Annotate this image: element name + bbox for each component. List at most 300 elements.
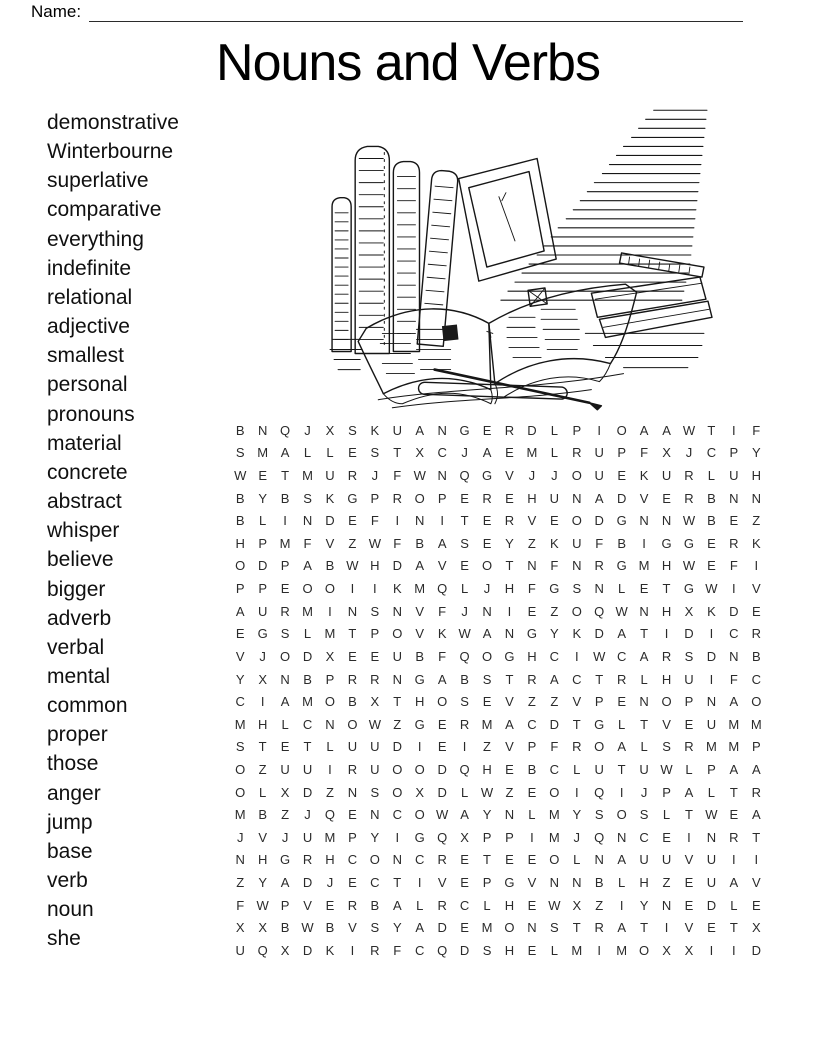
grid-letter: H — [325, 852, 335, 868]
grid-letter: O — [751, 694, 762, 710]
grid-letter: J — [371, 468, 379, 484]
grid-letter: K — [325, 490, 335, 506]
grid-letter: P — [751, 739, 761, 755]
grid-letter: E — [460, 852, 469, 868]
grid-letter: A — [415, 920, 425, 936]
pen-tray — [418, 382, 567, 399]
grid-letter: D — [549, 716, 560, 732]
grid-letter: P — [617, 445, 626, 461]
grid-letter: A — [550, 671, 559, 687]
grid-letter: V — [505, 739, 514, 755]
grid-letter: T — [572, 716, 581, 732]
grid-letter: R — [437, 852, 447, 868]
grid-letter: A — [280, 874, 290, 890]
grid-letter: N — [527, 558, 537, 574]
word-list-item: mental — [47, 664, 111, 688]
grid-letter: R — [504, 422, 515, 438]
grid-letter: T — [752, 829, 761, 845]
grid-letter: V — [572, 694, 582, 710]
grid-letter: P — [572, 422, 582, 438]
grid-letter: D — [594, 626, 604, 642]
grid-letter: K — [639, 468, 649, 484]
grid-letter: I — [574, 648, 579, 664]
grid-letter: S — [460, 535, 469, 551]
grid-letter: A — [392, 897, 402, 913]
grid-letter: O — [369, 852, 380, 868]
word-list-item: verb — [47, 869, 88, 893]
grid-letter: I — [642, 535, 646, 551]
grid-letter: W — [682, 558, 696, 574]
grid-letter: A — [303, 558, 312, 574]
grid-letter: H — [639, 874, 649, 890]
grid-letter: O — [571, 513, 582, 529]
grid-letter: K — [707, 603, 716, 619]
word-list-item: everything — [47, 227, 144, 251]
word-list-item: material — [47, 431, 122, 455]
grid-letter: C — [527, 716, 537, 732]
grid-letter: E — [348, 513, 357, 529]
grid-letter: G — [683, 581, 695, 597]
grid-letter: S — [370, 445, 380, 461]
grid-letter: B — [235, 513, 245, 529]
grid-letter: R — [751, 626, 761, 642]
grid-letter: P — [325, 671, 335, 687]
grid-letter: V — [235, 648, 245, 664]
grid-letter: H — [257, 716, 268, 732]
grid-letter: I — [619, 897, 624, 913]
grid-letter: O — [347, 716, 358, 732]
grid-letter: O — [661, 694, 672, 710]
grid-letter: V — [258, 829, 267, 845]
grid-letter: E — [437, 739, 447, 755]
grid-letter: L — [707, 468, 716, 484]
grid-letter: M — [414, 581, 426, 597]
grid-letter: H — [527, 490, 537, 506]
grid-letter: C — [706, 445, 717, 461]
grid-letter: H — [235, 535, 245, 551]
grid-letter: Z — [550, 603, 559, 619]
grid-letter: T — [572, 920, 581, 936]
grid-letter: M — [234, 807, 246, 823]
letter-grid — [229, 419, 768, 962]
grid-letter: P — [280, 897, 290, 913]
grid-letter: T — [348, 626, 357, 642]
grid-letter: F — [550, 739, 559, 755]
grid-letter: O — [616, 807, 627, 823]
grid-letter: E — [527, 942, 537, 958]
grid-letter: N — [527, 920, 537, 936]
grid-letter: O — [235, 784, 246, 800]
grid-letter: G — [661, 535, 672, 551]
grid-letter: S — [482, 942, 492, 958]
grid-letter: O — [324, 694, 336, 710]
grid-letter: B — [415, 648, 425, 664]
grid-letter: U — [302, 761, 313, 777]
grid-letter: I — [417, 739, 422, 755]
grid-letter: L — [573, 761, 581, 777]
grid-letter: M — [571, 942, 583, 958]
word-list-item: relational — [47, 285, 133, 309]
grid-letter: G — [526, 626, 537, 642]
grid-letter: Z — [325, 784, 334, 800]
grid-letter: O — [504, 920, 515, 936]
grid-letter: L — [550, 942, 558, 958]
grid-letter: R — [370, 942, 380, 958]
grid-letter: L — [640, 739, 648, 755]
grid-letter: E — [505, 761, 514, 777]
grid-letter: S — [550, 920, 559, 936]
grid-letter: B — [594, 874, 604, 890]
grid-letter: B — [707, 513, 716, 529]
grid-letter: N — [280, 671, 290, 687]
grid-letter: I — [440, 513, 444, 529]
grid-letter: E — [482, 513, 492, 529]
grid-letter: N — [437, 468, 447, 484]
grid-letter: N — [302, 513, 313, 529]
grid-letter: N — [504, 626, 515, 642]
grid-letter: I — [417, 874, 422, 890]
word-list-item: noun — [47, 898, 94, 922]
grid-letter: X — [280, 942, 290, 958]
grid-letter: A — [594, 490, 604, 506]
grid-letter: R — [370, 671, 380, 687]
grid-letter: U — [639, 852, 649, 868]
grid-letter: C — [437, 445, 447, 461]
grid-letter: R — [684, 490, 694, 506]
grid-letter: U — [661, 852, 672, 868]
grid-letter: O — [639, 942, 650, 958]
grid-letter: Y — [572, 807, 582, 823]
grid-letter: M — [302, 694, 313, 710]
grid-letter: I — [373, 581, 377, 597]
grid-letter: N — [594, 581, 604, 597]
grid-letter: G — [594, 716, 605, 732]
grid-letter: I — [619, 784, 624, 800]
grid-letter: X — [662, 445, 671, 461]
grid-letter: P — [258, 535, 267, 551]
grid-letter: M — [705, 739, 717, 755]
grid-letter: Y — [751, 445, 761, 461]
grid-letter: A — [617, 739, 626, 755]
grid-letter: H — [257, 852, 268, 868]
grid-letter: R — [347, 761, 358, 777]
grid-letter: S — [303, 490, 312, 506]
grid-letter: I — [260, 694, 265, 710]
grid-letter: I — [732, 852, 736, 868]
grid-letter: W — [705, 807, 718, 823]
grid-letter: C — [549, 761, 560, 777]
grid-letter: Z — [550, 694, 559, 710]
grid-letter: J — [281, 829, 289, 845]
grid-letter: W — [593, 648, 606, 664]
grid-letter: E — [527, 897, 537, 913]
grid-letter: M — [548, 807, 560, 823]
grid-letter: G — [481, 468, 493, 484]
grid-letter: A — [235, 603, 245, 619]
grid-letter: M — [324, 829, 336, 845]
grid-letter: A — [437, 535, 447, 551]
grid-letter: H — [527, 648, 537, 664]
grid-letter: A — [505, 716, 514, 732]
grid-letter: X — [460, 829, 469, 845]
grid-letter: D — [392, 739, 402, 755]
name-blank-line — [89, 5, 743, 22]
grid-letter: C — [549, 648, 560, 664]
grid-letter: R — [684, 468, 694, 484]
grid-letter: O — [437, 694, 448, 710]
grid-letter: L — [662, 807, 671, 823]
grid-letter: A — [617, 852, 626, 868]
grid-letter: Q — [257, 942, 268, 958]
grid-letter: V — [662, 716, 671, 732]
word-list — [47, 108, 179, 954]
grid-letter: A — [415, 422, 425, 438]
grid-letter: R — [459, 716, 470, 732]
grid-letter: O — [616, 422, 627, 438]
grid-letter: T — [595, 671, 604, 687]
grid-letter: V — [505, 468, 514, 484]
grid-letter: R — [347, 671, 358, 687]
grid-letter: V — [639, 490, 649, 506]
grid-letter: E — [707, 558, 716, 574]
grid-letter: O — [549, 784, 560, 800]
grid-letter: E — [505, 445, 514, 461]
grid-letter: T — [662, 581, 671, 597]
grid-letter: Q — [594, 829, 605, 845]
grid-letter: R — [347, 897, 358, 913]
grid-letter: E — [460, 558, 469, 574]
grid-letter: J — [685, 445, 693, 461]
grid-letter: Z — [752, 513, 761, 529]
grid-letter: R — [504, 513, 515, 529]
grid-letter: B — [235, 490, 245, 506]
grid-letter: R — [751, 784, 761, 800]
grid-letter: E — [280, 739, 290, 755]
grid-letter: X — [235, 920, 245, 936]
grid-letter: M — [616, 942, 628, 958]
grid-letter: A — [482, 626, 492, 642]
grid-letter: V — [437, 874, 447, 890]
grid-letter: I — [732, 422, 736, 438]
grid-letter: C — [751, 671, 761, 687]
grid-letter: N — [257, 422, 268, 438]
grid-letter: N — [415, 513, 425, 529]
grid-letter: E — [684, 716, 694, 732]
grid-letter: E — [527, 784, 537, 800]
grid-letter: A — [415, 558, 425, 574]
grid-letter: I — [754, 852, 759, 868]
grid-letter: F — [370, 513, 379, 529]
grid-letter: N — [549, 874, 560, 890]
grid-letter: R — [661, 648, 672, 664]
grid-letter: J — [304, 422, 311, 438]
grid-letter: K — [370, 422, 380, 438]
grid-letter: D — [437, 784, 447, 800]
grid-letter: E — [460, 874, 469, 890]
grid-letter: Y — [258, 874, 267, 890]
grid-letter: H — [504, 897, 515, 913]
grid-letter: E — [662, 829, 671, 845]
grid-letter: L — [460, 581, 469, 597]
grid-letter: B — [527, 761, 537, 777]
hatch-rays — [501, 110, 707, 300]
grid-letter: B — [617, 535, 626, 551]
grid-letter: G — [459, 422, 470, 438]
grid-letter: F — [550, 558, 559, 574]
word-list-item: adjective — [47, 315, 130, 339]
grid-letter: O — [392, 626, 403, 642]
grid-letter: K — [550, 535, 559, 551]
grid-letter: C — [729, 626, 739, 642]
grid-letter: N — [639, 513, 649, 529]
grid-letter: L — [573, 852, 581, 868]
grid-letter: P — [348, 829, 357, 845]
grid-letter: Y — [235, 671, 245, 687]
grid-letter: A — [729, 761, 739, 777]
grid-letter: X — [572, 897, 582, 913]
grid-letter: F — [438, 603, 447, 619]
grid-letter: S — [639, 807, 649, 823]
grid-letter: I — [507, 603, 512, 619]
grid-letter: O — [392, 784, 403, 800]
grid-letter: M — [548, 829, 560, 845]
grid-letter: U — [370, 739, 380, 755]
grid-letter: U — [706, 716, 717, 732]
grid-letter: I — [574, 784, 579, 800]
name-field-row — [31, 2, 743, 22]
grid-letter: V — [415, 626, 425, 642]
grid-letter: N — [437, 422, 447, 438]
grid-letter: F — [729, 671, 738, 687]
grid-letter: E — [348, 648, 357, 664]
grid-letter: F — [393, 535, 402, 551]
grid-letter: W — [256, 897, 269, 913]
word-list-item: comparative — [47, 198, 162, 222]
grid-letter: V — [505, 694, 514, 710]
grid-letter: J — [236, 829, 244, 845]
grid-letter: M — [750, 716, 762, 732]
grid-letter: I — [462, 739, 467, 755]
grid-letter: G — [257, 626, 268, 642]
grid-letter: E — [437, 716, 447, 732]
grid-letter: X — [370, 694, 380, 710]
word-list-item: concrete — [47, 460, 128, 484]
word-list-item: bigger — [47, 577, 106, 601]
grid-letter: C — [347, 852, 358, 868]
grid-letter: S — [460, 694, 469, 710]
grid-letter: A — [639, 422, 649, 438]
grid-letter: X — [684, 942, 694, 958]
grid-letter: D — [437, 920, 447, 936]
grid-letter: E — [460, 920, 469, 936]
grid-letter: R — [729, 829, 739, 845]
grid-letter: L — [416, 897, 424, 913]
grid-letter: U — [594, 445, 604, 461]
grid-letter: D — [751, 942, 761, 958]
grid-letter: Q — [459, 468, 470, 484]
grid-letter: O — [414, 807, 425, 823]
grid-letter: F — [438, 648, 447, 664]
grid-letter: I — [328, 761, 332, 777]
grid-letter: L — [303, 626, 312, 642]
grid-letter: W — [458, 626, 471, 642]
grid-letter: C — [302, 716, 313, 732]
grid-letter: E — [684, 874, 694, 890]
word-list-item: superlative — [47, 169, 149, 193]
open-book-left-page — [358, 309, 491, 394]
grid-letter: F — [595, 535, 604, 551]
word-list-item: whisper — [47, 519, 120, 543]
grid-letter: Q — [324, 807, 336, 823]
word-list-item: pronouns — [47, 402, 135, 426]
grid-letter: E — [639, 581, 649, 597]
grid-letter: V — [527, 513, 537, 529]
grid-letter: I — [664, 626, 669, 642]
grid-letter: X — [662, 942, 671, 958]
grid-letter: N — [572, 490, 582, 506]
grid-letter: V — [751, 581, 761, 597]
grid-letter: S — [370, 920, 380, 936]
grid-letter: F — [236, 897, 245, 913]
grid-letter: N — [392, 852, 402, 868]
grid-letter: M — [526, 445, 538, 461]
grid-letter: L — [685, 761, 693, 777]
grid-letter: U — [729, 468, 739, 484]
grid-letter: K — [572, 626, 582, 642]
grid-letter: M — [481, 920, 493, 936]
grid-letter: T — [393, 694, 402, 710]
grid-letter: W — [480, 784, 494, 800]
grid-letter: N — [729, 648, 739, 664]
grid-letter: E — [617, 468, 626, 484]
grid-letter: N — [661, 513, 672, 529]
grid-letter: E — [348, 874, 357, 890]
grid-letter: Z — [236, 874, 245, 890]
grid-letter: O — [392, 761, 403, 777]
grid-letter: T — [281, 468, 290, 484]
grid-letter: B — [370, 897, 380, 913]
word-list-item: abstract — [47, 490, 122, 514]
grid-letter: C — [639, 829, 649, 845]
grid-letter: N — [482, 603, 492, 619]
grid-letter: J — [551, 468, 558, 484]
grid-letter: N — [347, 603, 358, 619]
grid-letter: G — [414, 829, 425, 845]
grid-letter: H — [504, 581, 515, 597]
grid-letter: W — [346, 558, 359, 574]
grid-letter: V — [684, 852, 694, 868]
grid-letter: D — [616, 490, 627, 506]
word-list-item: indefinite — [47, 256, 132, 280]
grid-letter: V — [437, 558, 447, 574]
grid-letter: T — [393, 445, 402, 461]
grid-letter: E — [482, 422, 492, 438]
grid-letter: G — [280, 852, 291, 868]
grid-letter: A — [684, 784, 694, 800]
grid-letter: A — [729, 694, 739, 710]
grid-letter: I — [709, 942, 714, 958]
grid-letter: N — [639, 694, 649, 710]
grid-letter: W — [548, 897, 561, 913]
grid-letter: A — [662, 422, 671, 438]
grid-letter: D — [302, 942, 313, 958]
grid-letter: S — [572, 581, 582, 597]
grid-letter: B — [280, 920, 290, 936]
grid-letter: Y — [370, 829, 380, 845]
grid-letter: A — [729, 874, 739, 890]
grid-letter: C — [370, 874, 380, 890]
grid-letter: U — [661, 468, 672, 484]
